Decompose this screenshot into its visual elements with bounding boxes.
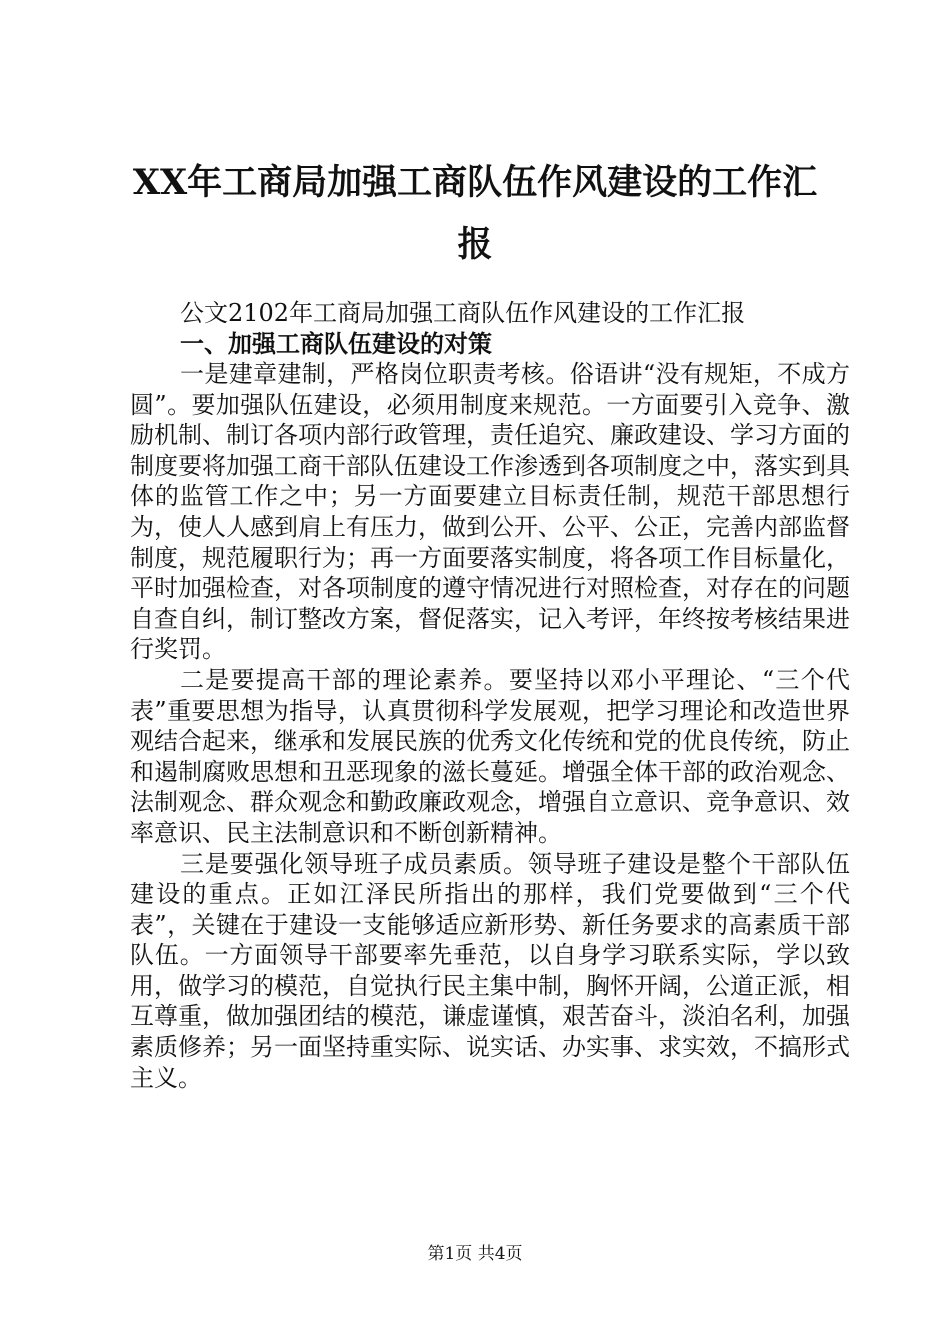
paragraph-1: 一是建章建制，严格岗位职责考核。俗语讲“没有规矩，不成方圆”。要加强队伍建设，必须用制度来规范。一方面要引入竞争、激励机制、制订各项内部行政管理，责任追究、廉政建设、学习方面的制度要将加强工商干部队伍建设工作渗透到各项制度之中，落实到具体的监管工作之中；另一方面要建立目标责任制，规范干部思想行为，使人人感到肩上有压力，做到公开、公平、公正，完善内部监督制度，规范履职行为；再一方面要落实制度，将各项工作目标量化，平时加强检查，对各项制度的遵守情况进行对照检查，对存在的问题自查自纠，制订整改方案，督促落实，记入考评，年终按考核结果进行奖罚。 bbox=[130, 360, 850, 664]
page-footer: 第1页 共4页 bbox=[427, 1244, 523, 1264]
section-heading: 一、加强工商队伍建设的对策 bbox=[180, 329, 492, 358]
document-subtitle: 公文2102年工商局加强工商队伍作风建设的工作汇报 bbox=[180, 299, 746, 327]
document-title bbox=[100, 152, 850, 276]
paragraph-3: 三是要强化领导班子成员素质。领导班子建设是整个干部队伍建设的重点。正如江泽民所指出的那样，我们党要做到“三个代表”，关键在于建设一支能够适应新形势、新任务要求的高素质干部队伍。一方面领导干部要率先垂范，以自身学习联系实际，学以致用，做学习的模范，自觉执行民主集中制，胸怀开阔，公道正派，相互尊重，做加强团结的模范，谦虚谨慎，艰苦奋斗，淡泊名利，加强素质修养；另一面坚持重实际、说实话、办实事、求实效，不搞形式主义。 bbox=[130, 849, 850, 1092]
body-text bbox=[130, 359, 850, 1093]
title-line-1: XX年工商局加强工商队伍作风建设的工作汇 bbox=[132, 162, 818, 203]
title-line-2: 报 bbox=[457, 224, 493, 265]
paragraph-2: 二是要提高干部的理论素养。要坚持以邓小平理论、“三个代表”重要思想为指导，认真贯彻科学发展观，把学习理论和改造世界观结合起来，继承和发展民族的优秀文化传统和党的优良传统，防止和遏制腐败思想和丑恶现象的滋长蔓延。增强全体干部的政治观念、法制观念、群众观念和勤政廉政观念，增强自立意识、竞争意识、效率意识、民主法制意识和不断创新精神。 bbox=[130, 665, 850, 847]
